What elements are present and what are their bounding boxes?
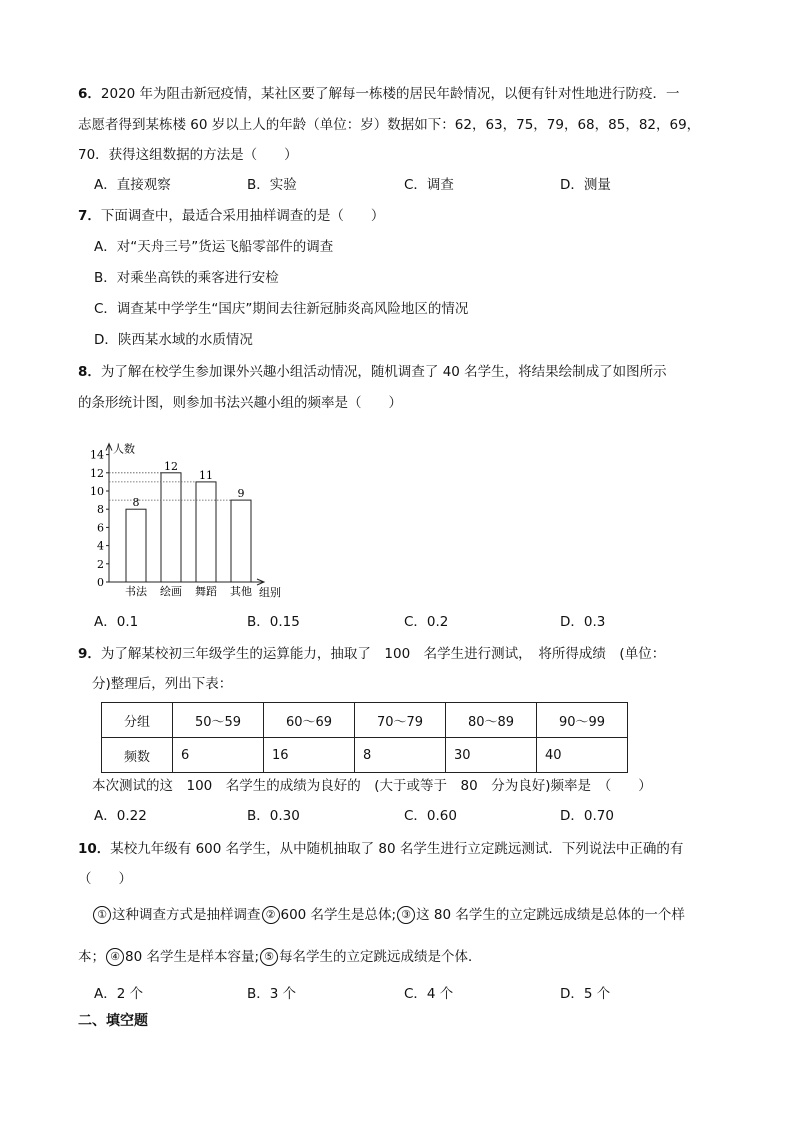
y-tick-label: 10 [90, 485, 104, 498]
frequency-table [101, 702, 628, 773]
q6-number: 6． [78, 86, 101, 102]
y-tick-label: 6 [97, 521, 104, 535]
q10-number: 10． [78, 841, 111, 857]
q8-number: 8． [78, 364, 101, 380]
category-label: 书法 [125, 585, 147, 598]
q7-option-b: B．对乘坐高铁的乘客进行安检 [94, 270, 279, 286]
y-tick-label: 8 [97, 503, 104, 517]
q9-option-d: D．0.70 [560, 808, 614, 824]
q9-line-2: 分)整理后，列出下表： [92, 676, 233, 692]
circled-number: ④ [106, 948, 124, 966]
q9-line-3: 本次测试的这 100 名学生的成绩为良好的 (大于或等于 80 分为良好)频率是 （ ） [92, 778, 652, 794]
y-axis-label: 人数 [113, 442, 135, 456]
bar [161, 473, 181, 582]
q6-line-3: 70．获得这组数据的方法是（ ） [78, 147, 298, 163]
q9-option-b: B．0.30 [247, 808, 300, 824]
circled-number: ⑤ [260, 948, 278, 966]
q6-option-b: B．实验 [247, 177, 297, 193]
q10-option-a: A．2 个 [94, 986, 144, 1002]
bar-chart [85, 422, 305, 602]
q7-option-d: D．陕西某水域的水质情况 [94, 332, 253, 348]
y-tick-label: 0 [97, 576, 104, 589]
y-tick-label: 2 [97, 557, 104, 571]
y-tick-label: 4 [97, 539, 104, 553]
q9-line-1: 9．为了解某校初三年级学生的运算能力，抽取了 100 名学生进行测试， 将所得成绩 (单位： [78, 646, 666, 662]
q8-line-1: 8．为了解在校学生参加课外兴趣小组活动情况，随机调查了 40 名学生，将结果绘制成了如图所示 [78, 364, 667, 380]
data-label: 11 [199, 468, 213, 482]
section-heading: 二、填空题 [78, 1013, 148, 1029]
q7-stem: 7．下面调查中，最适合采用抽样调查的是（ ） [78, 208, 385, 224]
y-tick-label: 12 [90, 466, 104, 480]
table-cell: 50～59 [173, 703, 264, 738]
x-axis-label: 组别 [259, 586, 281, 599]
q6-option-c: C．调查 [404, 177, 454, 193]
table-header-row [102, 703, 628, 738]
q9-option-c: C．0.60 [404, 808, 457, 824]
q10-line-1: 10．某校九年级有 600 名学生，从中随机抽取了 80 名学生进行立定跳远测试．下列说法中正确的有 [78, 841, 684, 857]
q8-option-d: D．0.3 [560, 614, 606, 630]
circled-number: ② [262, 906, 280, 924]
table-row [102, 738, 628, 773]
q6-line-2: 志愿者得到某栋楼 60 岁以上人的年龄（单位：岁）数据如下：62，63，75，79，68，85，82，69， [78, 117, 701, 133]
q7-number: 7． [78, 208, 101, 224]
category-label: 绘画 [160, 585, 182, 598]
table-cell: 分组 [102, 703, 173, 738]
q10-option-c: C．4 个 [404, 986, 454, 1002]
q8-option-b: B．0.15 [247, 614, 300, 630]
table-cell: 90～99 [537, 703, 628, 738]
bar [196, 482, 216, 582]
table-cell: 80～89 [446, 703, 537, 738]
q10-option-d: D．5 个 [560, 986, 611, 1002]
q10-statements-line-1: ① 这种调查方式是抽样调查 ② 600 名学生是总体; ③ 这 80 名学生的立定跳远成绩是总体的一个样 [92, 905, 685, 925]
q7-option-a: A．对“天舟三号”货运飞船零部件的调查 [94, 239, 334, 255]
q8-line-2: 的条形统计图，则参加书法兴趣小组的频率是（ ） [78, 395, 402, 411]
y-tick-label: 14 [90, 448, 104, 462]
q9-number: 9． [78, 646, 101, 662]
table-cell: 40 [537, 738, 628, 773]
bar [126, 509, 146, 582]
q7-option-c: C．调查某中学学生“国庆”期间去往新冠肺炎高风险地区的情况 [94, 301, 469, 317]
category-label: 舞蹈 [195, 585, 217, 598]
q8-option-a: A．0.1 [94, 614, 139, 630]
data-label: 12 [164, 459, 178, 473]
q8-option-c: C．0.2 [404, 614, 449, 630]
circled-number: ① [93, 906, 111, 924]
q9-option-a: A．0.22 [94, 808, 147, 824]
data-label: 8 [132, 496, 140, 510]
category-label: 其他 [230, 585, 252, 598]
q10-statements-line-2: 本； ④ 80 名学生是样本容量; ⑤ 每名学生的立定跳远成绩是个体． [78, 949, 482, 965]
table-cell: 60～69 [264, 703, 355, 738]
bar [231, 500, 251, 582]
q6-line-1: 6．2020 年为阻击新冠疫情，某社区要了解每一栋楼的居民年龄情况，以便有针对性地进行防疫．一 [78, 86, 680, 102]
table-cell: 30 [446, 738, 537, 773]
table-cell: 70～79 [355, 703, 446, 738]
table-cell: 6 [173, 738, 264, 773]
table-cell: 16 [264, 738, 355, 773]
circled-number: ③ [397, 906, 415, 924]
table-cell: 8 [355, 738, 446, 773]
q10-option-b: B．3 个 [247, 986, 297, 1002]
q10-line-2: （ ） [78, 871, 132, 887]
table-cell: 频数 [102, 738, 173, 773]
data-label: 9 [237, 487, 245, 501]
q6-option-d: D．测量 [560, 177, 611, 193]
q6-option-a: A．直接观察 [94, 177, 171, 193]
